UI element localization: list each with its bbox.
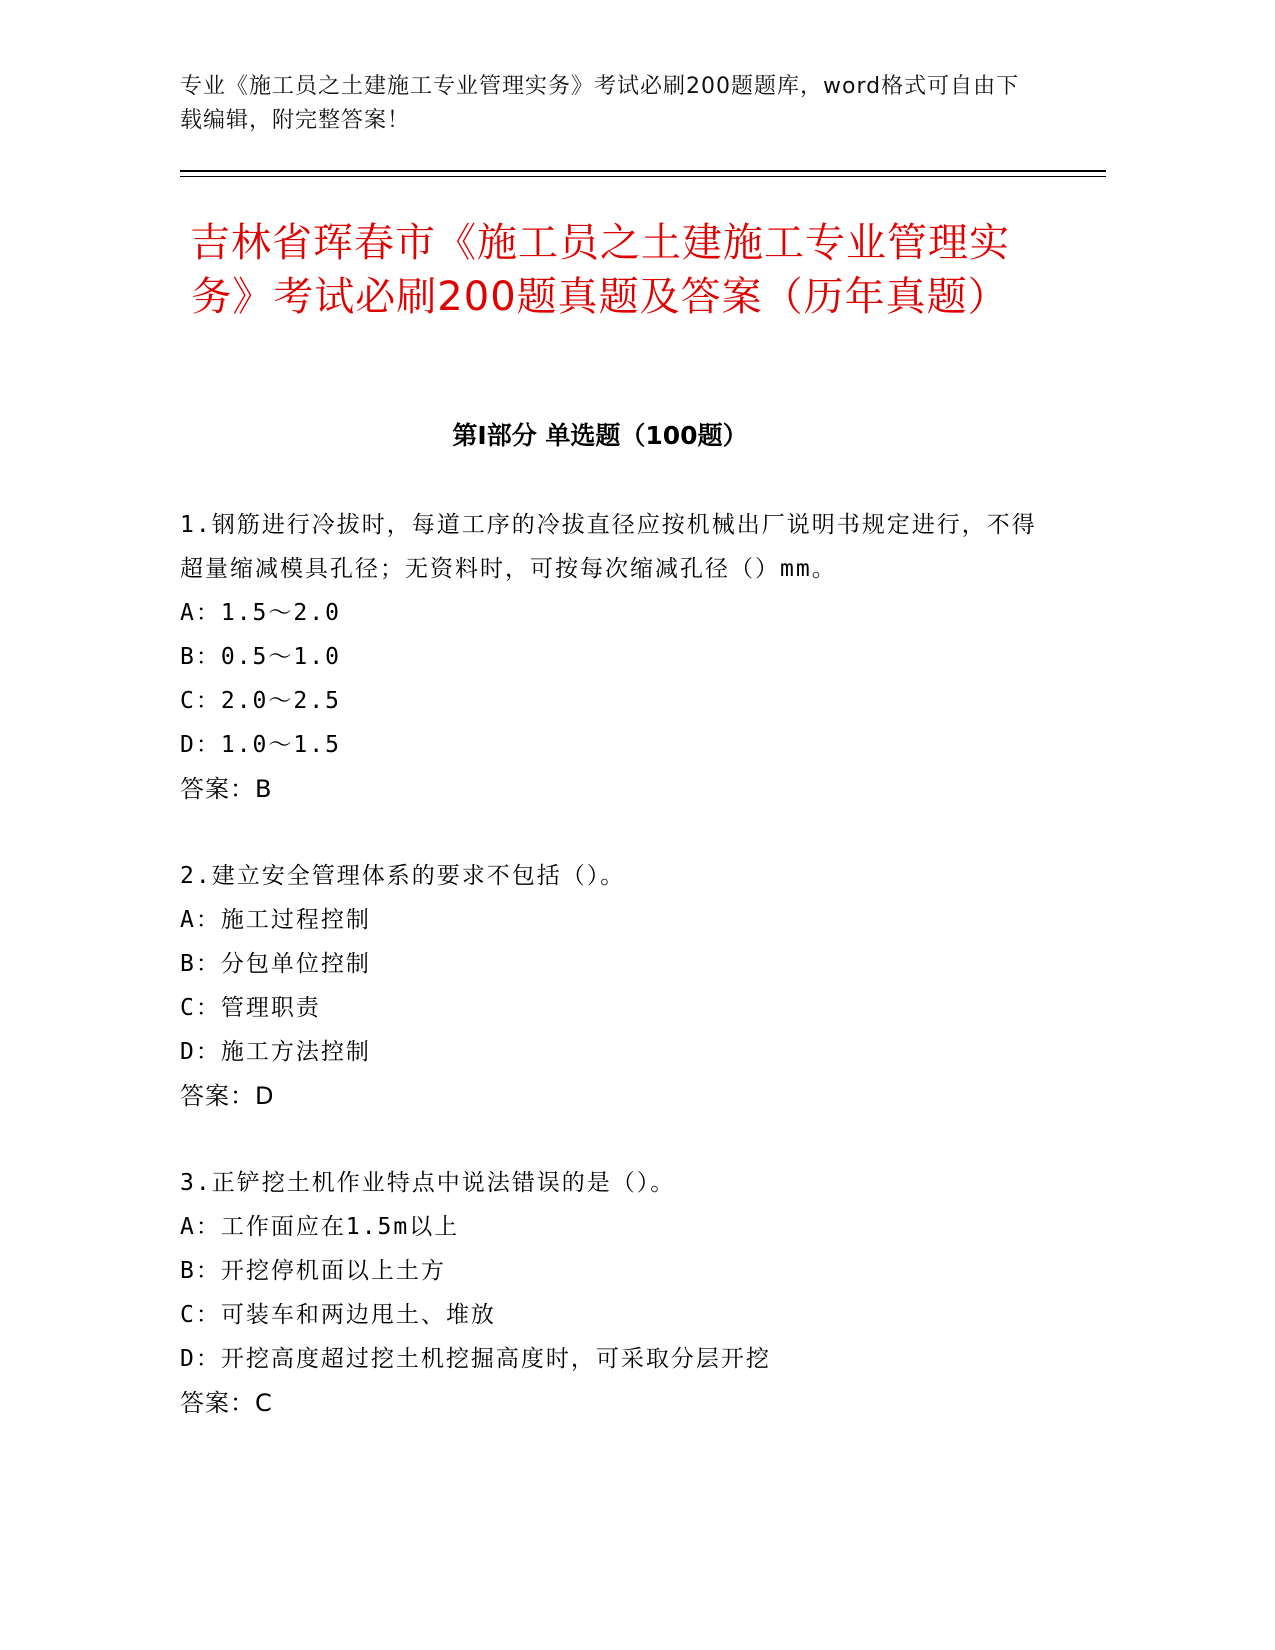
question-list bbox=[180, 503, 1040, 1468]
header-note: 专业《施工员之土建施工专业管理实务》考试必刷200题题库，word格式可自由下载编辑，附完整答案！ bbox=[180, 74, 1020, 133]
answer: 答案：B bbox=[180, 775, 273, 803]
option-b: B：分包单位控制 bbox=[180, 951, 371, 977]
header-rule-thin bbox=[180, 176, 1106, 177]
document-title: 吉林省珲春市《施工员之土建施工专业管理实务》考试必刷200题真题及答案（历年真题） bbox=[190, 220, 1010, 320]
answer: 答案：D bbox=[180, 1082, 275, 1110]
question-1 bbox=[180, 503, 1040, 811]
answer: 答案：C bbox=[180, 1389, 273, 1417]
option-d: D：1.0～1.5 bbox=[180, 732, 341, 758]
option-c: C：可装车和两边甩土、堆放 bbox=[180, 1302, 496, 1328]
option-d: D：施工方法控制 bbox=[180, 1039, 371, 1065]
option-b: B：开挖停机面以上土方 bbox=[180, 1258, 446, 1284]
question-stem: 2.建立安全管理体系的要求不包括（）。 bbox=[180, 863, 626, 889]
section-title: 第Ⅰ部分 单选题（100题） bbox=[452, 421, 748, 450]
option-d: D：开挖高度超过挖土机挖掘高度时，可采取分层开挖 bbox=[180, 1346, 771, 1372]
option-b: B：0.5～1.0 bbox=[180, 644, 341, 670]
header-rule-thick bbox=[180, 170, 1106, 172]
question-2 bbox=[180, 854, 1040, 1118]
question-3 bbox=[180, 1161, 1040, 1425]
question-stem: 1.钢筋进行冷拔时，每道工序的冷拔直径应按机械出厂说明书规定进行，不得超量缩减模具孔径；无资料时，可按每次缩减孔径（）mm。 bbox=[180, 512, 1037, 582]
question-stem: 3.正铲挖土机作业特点中说法错误的是（）。 bbox=[180, 1170, 676, 1196]
option-c: C：2.0～2.5 bbox=[180, 688, 341, 714]
option-a: A：施工过程控制 bbox=[180, 907, 371, 933]
option-a: A：1.5～2.0 bbox=[180, 600, 341, 626]
option-a: A：工作面应在1.5m以上 bbox=[180, 1214, 460, 1240]
option-c: C：管理职责 bbox=[180, 995, 321, 1021]
